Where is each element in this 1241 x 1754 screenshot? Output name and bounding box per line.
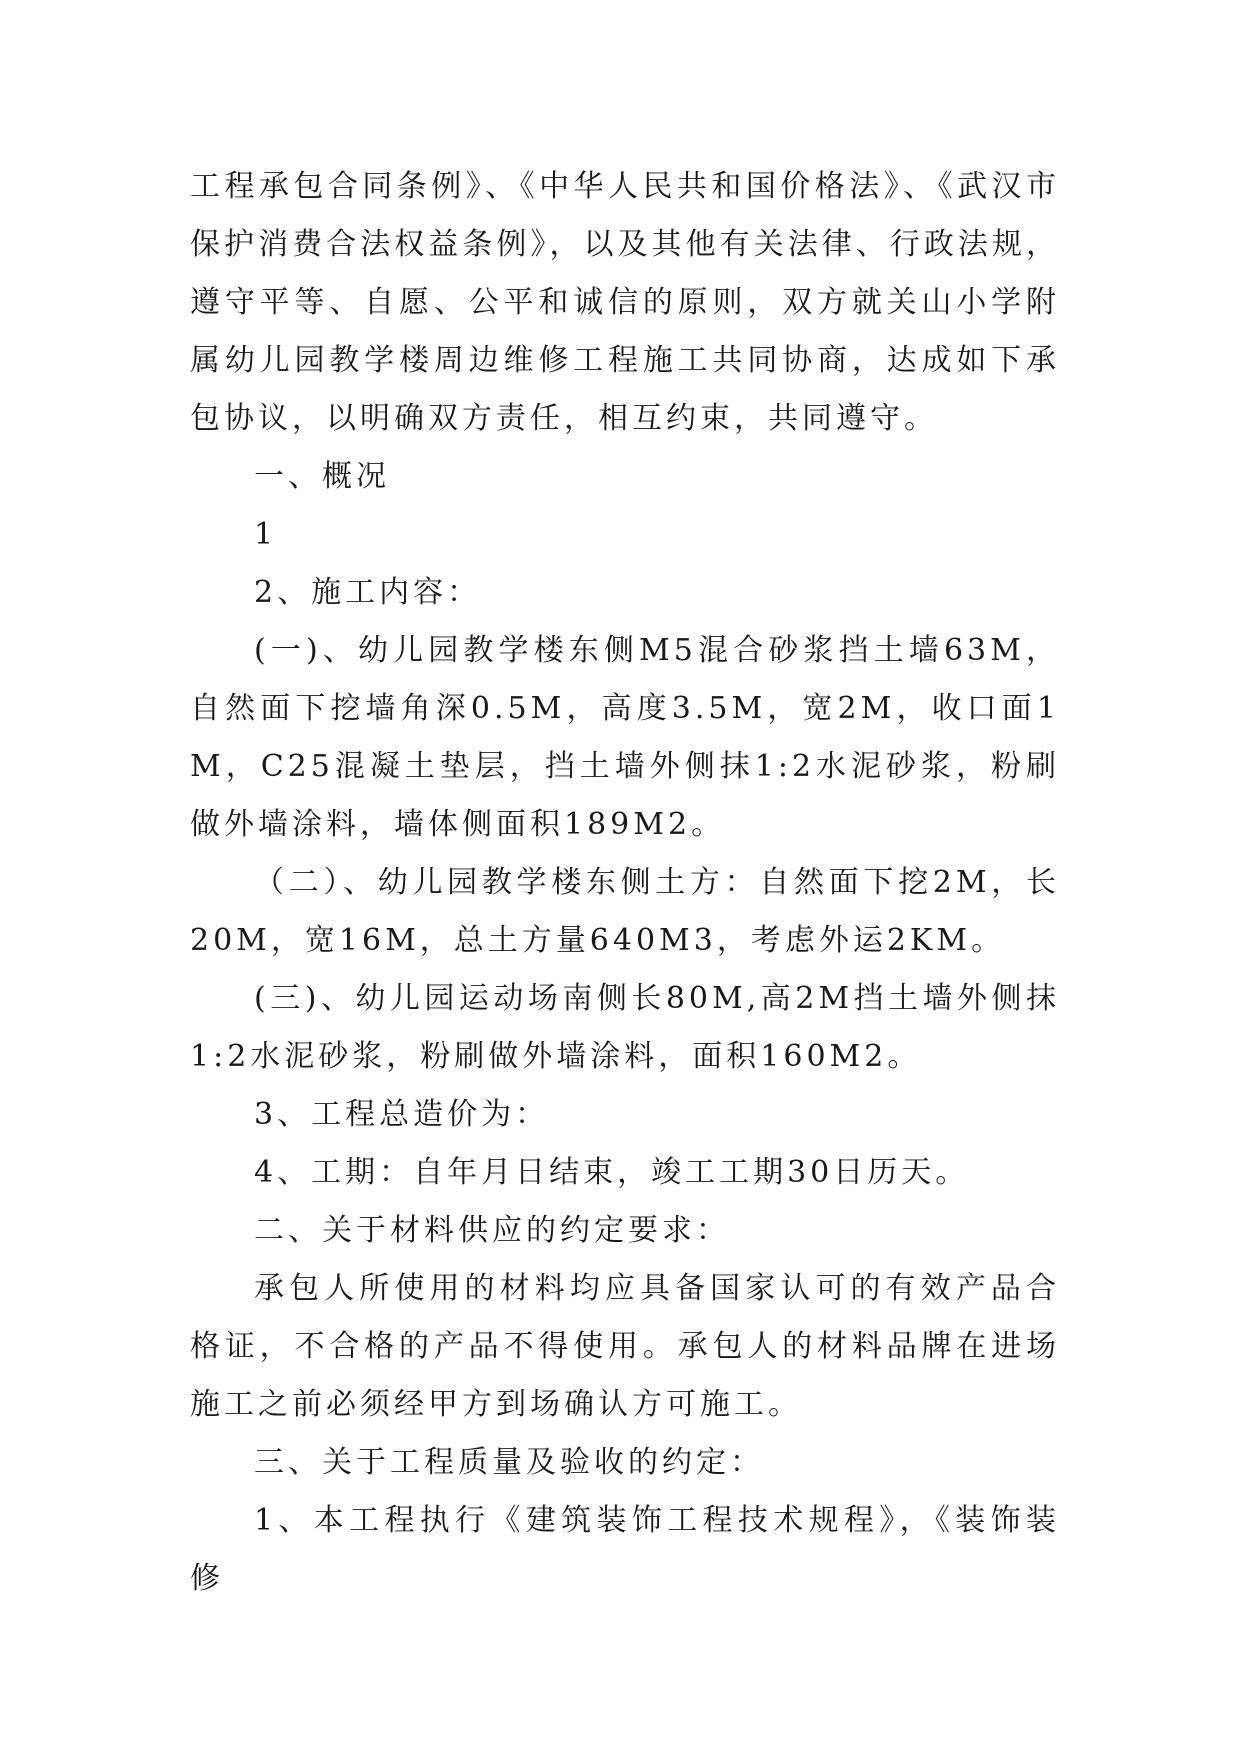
paragraph-materials: 承包人所使用的材料均应具备国家认可的有效产品合格证，不合格的产品不得使用。承包人的材料品牌在进场施工之前必须经甲方到场确认方可施工。 [190, 1271, 1060, 1422]
list-item-construction-content: 2、施工内容： [254, 575, 482, 610]
paragraph-intro: 工程承包合同条例》、《中华人民共和国价格法》、《武汉市保护消费合法权益条例》，以及其他有关法律、行政法规，遵守平等、自愿、公平和诚信的原则，双方就关山小学附属幼儿园教学楼周边维修工程施工共同协商，达成如下承包协议，以明确双方责任，相互约束，共同遵守。 [190, 169, 1060, 436]
list-item-total-cost: 3、工程总造价为： [254, 1097, 550, 1132]
section-heading-materials: 二、关于材料供应的约定要求： [254, 1213, 730, 1248]
paragraph-item-one: (一)、幼儿园教学楼东侧M5混合砂浆挡土墙63M，自然面下挖墙角深0.5M，高度3.5M，宽2M，收口面1M，C25混凝土垫层，挡土墙外侧抹1:2水泥砂浆，粉刷做外墙涂料，墙体侧面积189M2。 [190, 633, 1060, 842]
document-body [190, 158, 1060, 1608]
list-item-duration: 4、工期：自年月日结束，竣工工期30日历天。 [254, 1155, 970, 1190]
paragraph-quality-item-1: 1、本工程执行《建筑装饰工程技术规程》，《装饰装修 [190, 1503, 1060, 1596]
paragraph-item-two: （二）、幼儿园教学楼东侧土方：自然面下挖2M，长20M，宽16M，总土方量640M3，考虑外运2KM。 [190, 865, 1060, 958]
section-heading-overview: 一、概况 [254, 459, 390, 494]
list-item-1: 1 [254, 517, 278, 552]
section-heading-quality: 三、关于工程质量及验收的约定： [254, 1445, 764, 1480]
paragraph-item-three: (三)、幼儿园运动场南侧长80M,高2M挡土墙外侧抹1:2水泥砂浆，粉刷做外墙涂料，面积160M2。 [190, 981, 1060, 1074]
